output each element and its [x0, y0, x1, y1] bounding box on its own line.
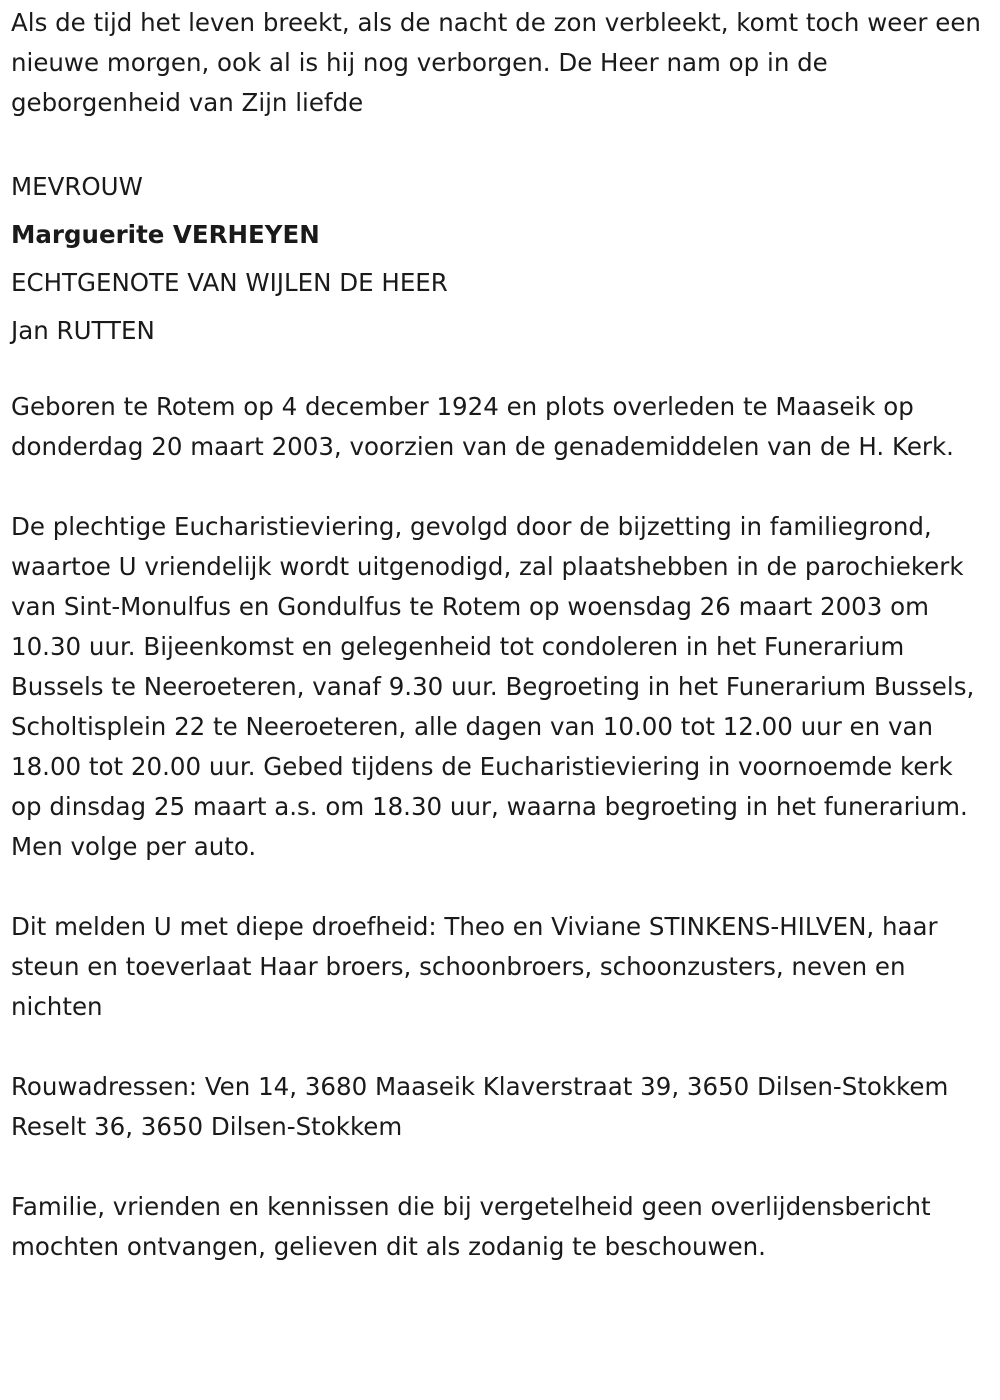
deceased-name: Marguerite VERHEYEN: [11, 220, 320, 249]
birth-death-paragraph: Geboren te Rotem op 4 december 1924 en plots overleden te Maaseik op donderdag 20 maart 2003, voorzien van de genademiddelen van de H. Kerk.: [11, 392, 954, 461]
title-line: MEVROUW: [11, 172, 143, 201]
announcement-paragraph: Dit melden U met diepe droefheid: Theo en Viviane STINKENS-HILVEN, haar steun en toeverlaat Haar broers, schoonbroers, schoonzusters, neven en nichten: [11, 912, 938, 1021]
spacer: [11, 1147, 990, 1187]
spacer: [11, 1027, 990, 1067]
ceremony-paragraph: De plechtige Eucharistieviering, gevolgd door de bijzetting in familiegrond, waartoe U vriendelijk wordt uitgenodigd, zal plaatshebben in de parochiekerk van Sint-Monulfus en Gondulfus te Rotem op woensdag 26 maart 2003 om 10.30 uur. Bijeenkomst en gelegenheid tot condoleren in het Funerarium Bussels te Neeroeteren, vanaf 9.30 uur. Begroeting in het Funerarium Bussels, Scholtisplein 22 te Neeroeteren, alle dagen van 10.00 tot 12.00 uur en van 18.00 tot 20.00 uur. Gebed tijdens de Eucharistieviering in voornoemde kerk op dinsdag 25 maart a.s. om 18.30 uur, waarna begroeting in het funerarium. Men volge per auto.: [11, 512, 975, 861]
addresses-paragraph: Rouwadressen: Ven 14, 3680 Maaseik Klaverstraat 39, 3650 Dilsen-Stokkem Reselt 36, 3650 Dilsen-Stokkem: [11, 1072, 949, 1141]
closing-paragraph: Familie, vrienden en kennissen die bij vergetelheid geen overlijdensbericht mochten ontvangen, gelieven dit als zodanig te beschouwen.: [11, 1192, 931, 1261]
intro-paragraph: Als de tijd het leven breekt, als de nacht de zon verbleekt, komt toch weer een nieuwe morgen, ook al is hij nog verborgen. De Heer nam op in de geborgenheid van Zijn liefde: [11, 8, 981, 117]
relation-line: ECHTGENOTE VAN WIJLEN DE HEER: [11, 268, 448, 297]
spacer: [11, 467, 990, 507]
spacer: [11, 867, 990, 907]
spouse-name: Jan RUTTEN: [11, 316, 155, 345]
spacer: [11, 123, 990, 163]
spacer: [11, 355, 990, 387]
